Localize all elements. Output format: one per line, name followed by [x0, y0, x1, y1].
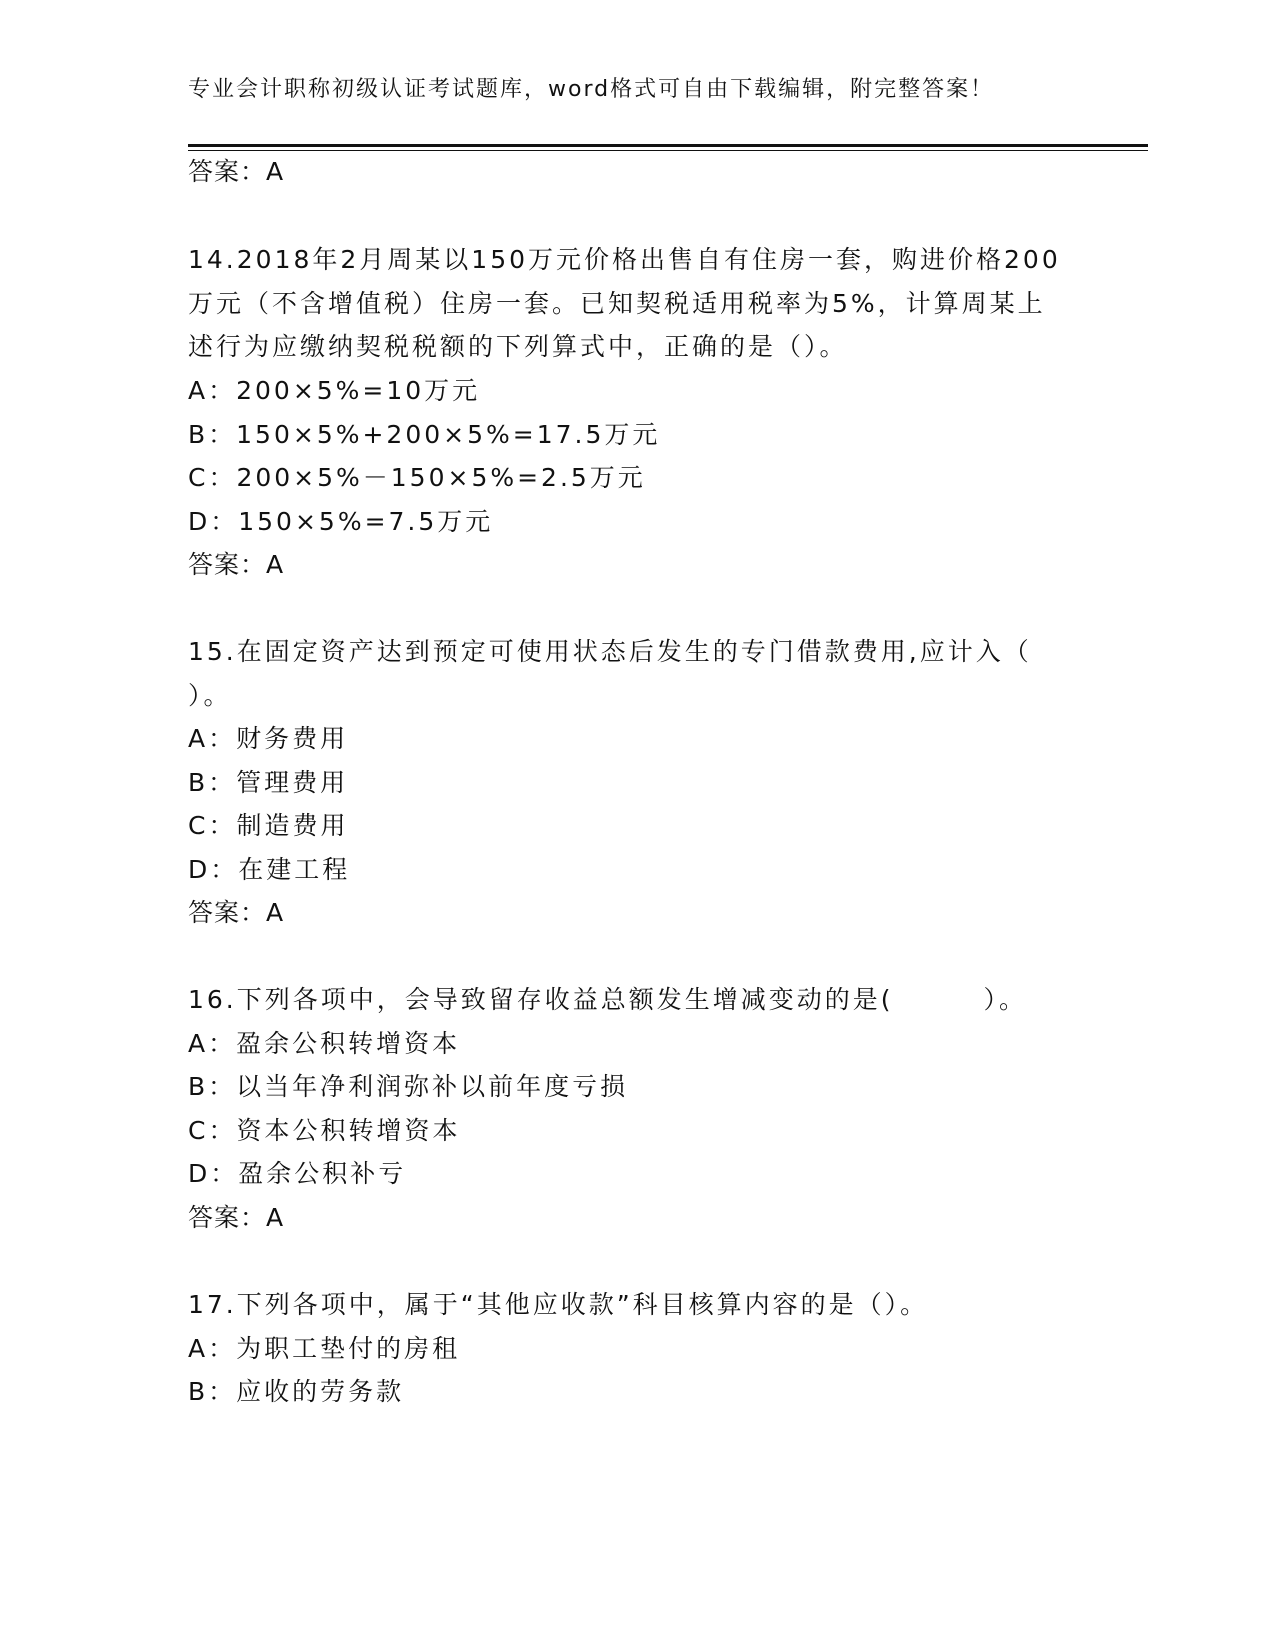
question-14-stem-line-3: 述行为应缴纳契税税额的下列算式中，正确的是（）。 [188, 332, 848, 361]
question-16-option-d: D：盈余公积补亏 [188, 1159, 407, 1188]
question-16-stem-text: 16.下列各项中，会导致留存收益总额发生增减变动的是( [188, 985, 894, 1014]
question-14-stem-line-2: 万元（不含增值税）住房一套。已知契税适用税率为5%，计算周某上 [188, 289, 1046, 318]
question-15-option-c: C：制造费用 [188, 811, 349, 840]
question-17-stem-line-1: 17.下列各项中，属于“其他应收款”科目核算内容的是（）。 [188, 1290, 929, 1319]
previous-answer: 答案：A [188, 157, 285, 186]
header-divider-thin [188, 150, 1148, 151]
question-14-option-c: C：200×5%－150×5%=2.5万元 [188, 463, 646, 492]
question-16-answer: 答案：A [188, 1203, 285, 1232]
question-16-option-b: B：以当年净利润弥补以前年度亏损 [188, 1072, 629, 1101]
question-15-option-d: D：在建工程 [188, 855, 351, 884]
question-17-option-a: A：为职工垫付的房租 [188, 1334, 461, 1363]
question-15-answer: 答案：A [188, 898, 285, 927]
question-16-option-a: A：盈余公积转增资本 [188, 1029, 461, 1058]
question-16-stem [188, 984, 1027, 1016]
question-14-stem-line-1: 14.2018年2月周某以150万元价格出售自有住房一套，购进价格200 [188, 245, 1061, 274]
question-16-stem-tail: ）。 [983, 985, 1028, 1014]
question-15-stem-line-2: ）。 [188, 681, 232, 710]
question-15-option-a: A：财务费用 [188, 724, 349, 753]
question-15-stem-line-1: 15.在固定资产达到预定可使用状态后发生的专门借款费用,应计入（ [188, 637, 1032, 666]
question-14-option-b: B：150×5%+200×5%=17.5万元 [188, 420, 661, 449]
question-16-option-c: C：资本公积转增资本 [188, 1116, 461, 1145]
question-14-option-d: D：150×5%=7.5万元 [188, 507, 494, 536]
question-15-option-b: B：管理费用 [188, 768, 349, 797]
question-14-answer: 答案：A [188, 550, 285, 579]
header-divider-thick [188, 144, 1148, 147]
question-17-option-b: B：应收的劳务款 [188, 1377, 405, 1406]
question-14-option-a: A：200×5%=10万元 [188, 376, 481, 405]
page-header: 专业会计职称初级认证考试题库，word格式可自由下载编辑，附完整答案！ [188, 77, 995, 102]
